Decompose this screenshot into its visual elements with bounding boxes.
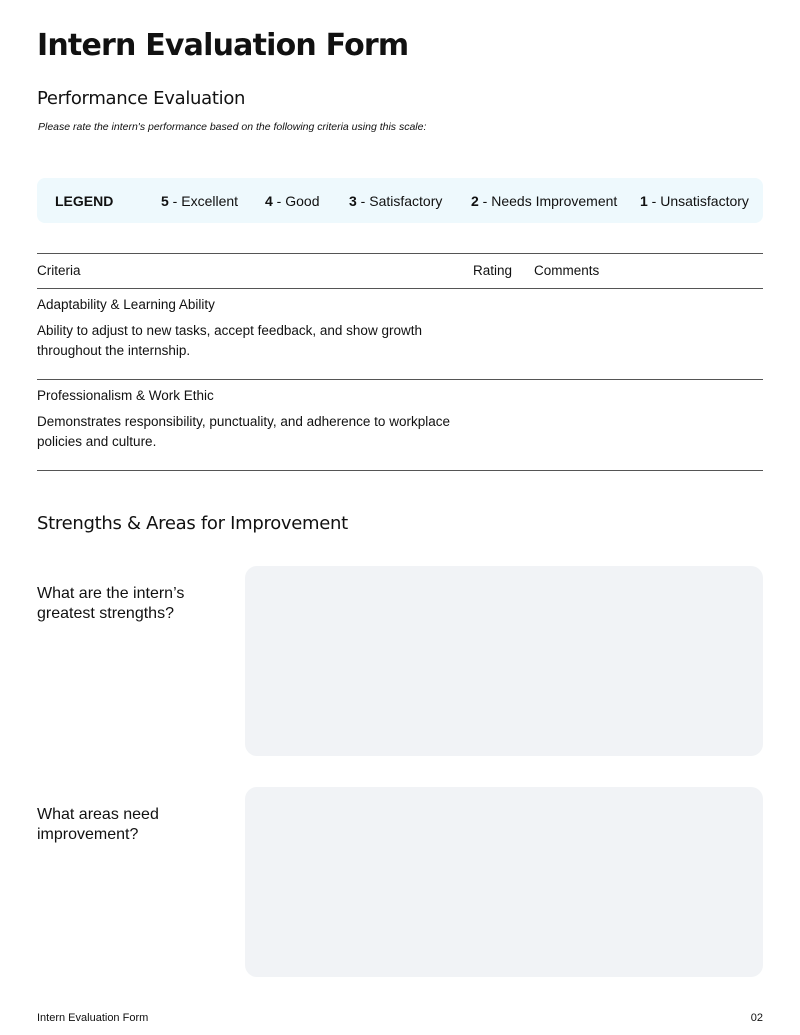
legend-item-1: 1 - Unsatisfactory [640, 193, 749, 209]
criteria-title: Adaptability & Learning Ability [37, 297, 215, 312]
criteria-description: Ability to adjust to new tasks, accept feedback, and show growth throughout the internship. [37, 323, 422, 358]
page-title: Intern Evaluation Form [37, 28, 409, 63]
section-heading-strengths: Strengths & Areas for Improvement [37, 513, 348, 534]
divider [37, 288, 763, 289]
header-criteria: Criteria [37, 263, 81, 278]
question-improvement: What areas need improvement? [37, 806, 159, 843]
divider [37, 379, 763, 380]
legend-bar [37, 178, 763, 223]
legend-item-5: 5 - Excellent [161, 193, 239, 209]
instructions: Please rate the intern's performance based on the following criteria using this scale: [38, 121, 427, 133]
criteria-description: Demonstrates responsibility, punctuality, and adherence to workplace policies and culture. [37, 414, 450, 449]
legend-item-2: 2 - Needs Improvement [471, 193, 618, 209]
strengths-textarea[interactable] [245, 566, 763, 756]
question-strengths: What are the intern’s greatest strengths? [37, 585, 185, 622]
page-number: 02 [750, 1012, 763, 1024]
footer-title: Intern Evaluation Form [37, 1012, 149, 1024]
header-comments: Comments [534, 263, 600, 278]
divider [37, 253, 763, 254]
legend-item-4: 4 - Good [265, 193, 320, 209]
section-heading-performance: Performance Evaluation [37, 88, 246, 109]
improvement-textarea[interactable] [245, 787, 763, 977]
legend-item-3: 3 - Satisfactory [349, 193, 443, 209]
criteria-title: Professionalism & Work Ethic [37, 388, 214, 403]
header-rating: Rating [473, 263, 513, 278]
legend-label: LEGEND [55, 193, 114, 209]
divider [37, 470, 763, 471]
